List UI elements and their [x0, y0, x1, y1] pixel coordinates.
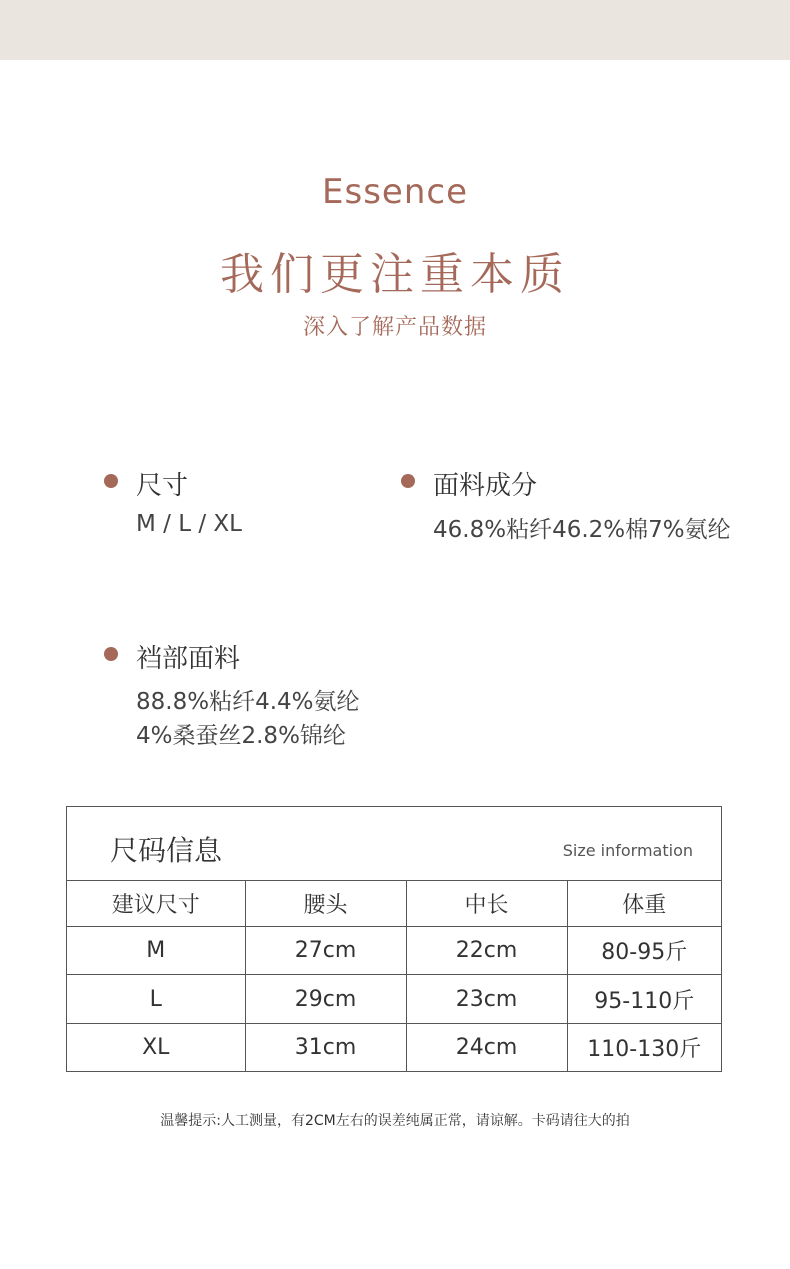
table-row: [67, 1023, 721, 1071]
size-table-header: [67, 807, 721, 881]
header-title-cn: 我们更注重本质: [220, 249, 570, 300]
table-cell: 29cm: [245, 975, 406, 1023]
spec-title: 裆部面料: [136, 644, 241, 674]
size-table-title: 尺码信息: [110, 834, 223, 867]
table-cell: L: [67, 975, 245, 1023]
table-cell: 22cm: [406, 927, 567, 975]
table-row: [67, 927, 721, 975]
bullet-dot-icon: [104, 647, 118, 661]
table-cell: 27cm: [245, 927, 406, 975]
column-header: 腰头: [245, 880, 406, 927]
spec-value: 88.8%粘纤4.4%氨纶: [136, 689, 360, 715]
column-header: 体重: [567, 880, 721, 927]
column-header: 中长: [406, 880, 567, 927]
header-subtitle: 深入了解产品数据: [302, 315, 487, 340]
table-cell: XL: [67, 1023, 245, 1071]
bullet-dot-icon: [401, 474, 415, 488]
table-cell: 110-130斤: [587, 1036, 702, 1062]
table-header-row: [67, 880, 721, 927]
table-cell: 31cm: [245, 1023, 406, 1071]
spec-title: 面料成分: [433, 471, 538, 501]
size-table: [66, 806, 722, 1072]
size-table-grid: [67, 880, 721, 1071]
spec-title: 尺寸: [136, 471, 189, 501]
table-cell: 80-95斤: [567, 927, 721, 975]
table-cell: M: [67, 927, 245, 975]
spec-value: M / L / XL: [136, 511, 242, 537]
measurement-note: 温馨提示:人工测量，有2CM左右的误差纯属正常，请谅解。卡码请往大的拍: [160, 1113, 630, 1129]
column-header: 建议尺寸: [67, 880, 245, 927]
table-cell: 24cm: [406, 1023, 567, 1071]
table-cell: 23cm: [406, 975, 567, 1023]
top-banner: [0, 0, 790, 60]
bullet-dot-icon: [104, 474, 118, 488]
size-table-title-en: Size information: [562, 841, 693, 860]
header-title-en: Essence: [322, 172, 468, 212]
spec-value: 46.8%粘纤46.2%棉7%氨纶: [433, 517, 731, 543]
table-row: [67, 975, 721, 1023]
spec-value: 4%桑蚕丝2.8%锦纶: [136, 723, 346, 749]
table-cell: 95-110斤: [567, 975, 721, 1023]
